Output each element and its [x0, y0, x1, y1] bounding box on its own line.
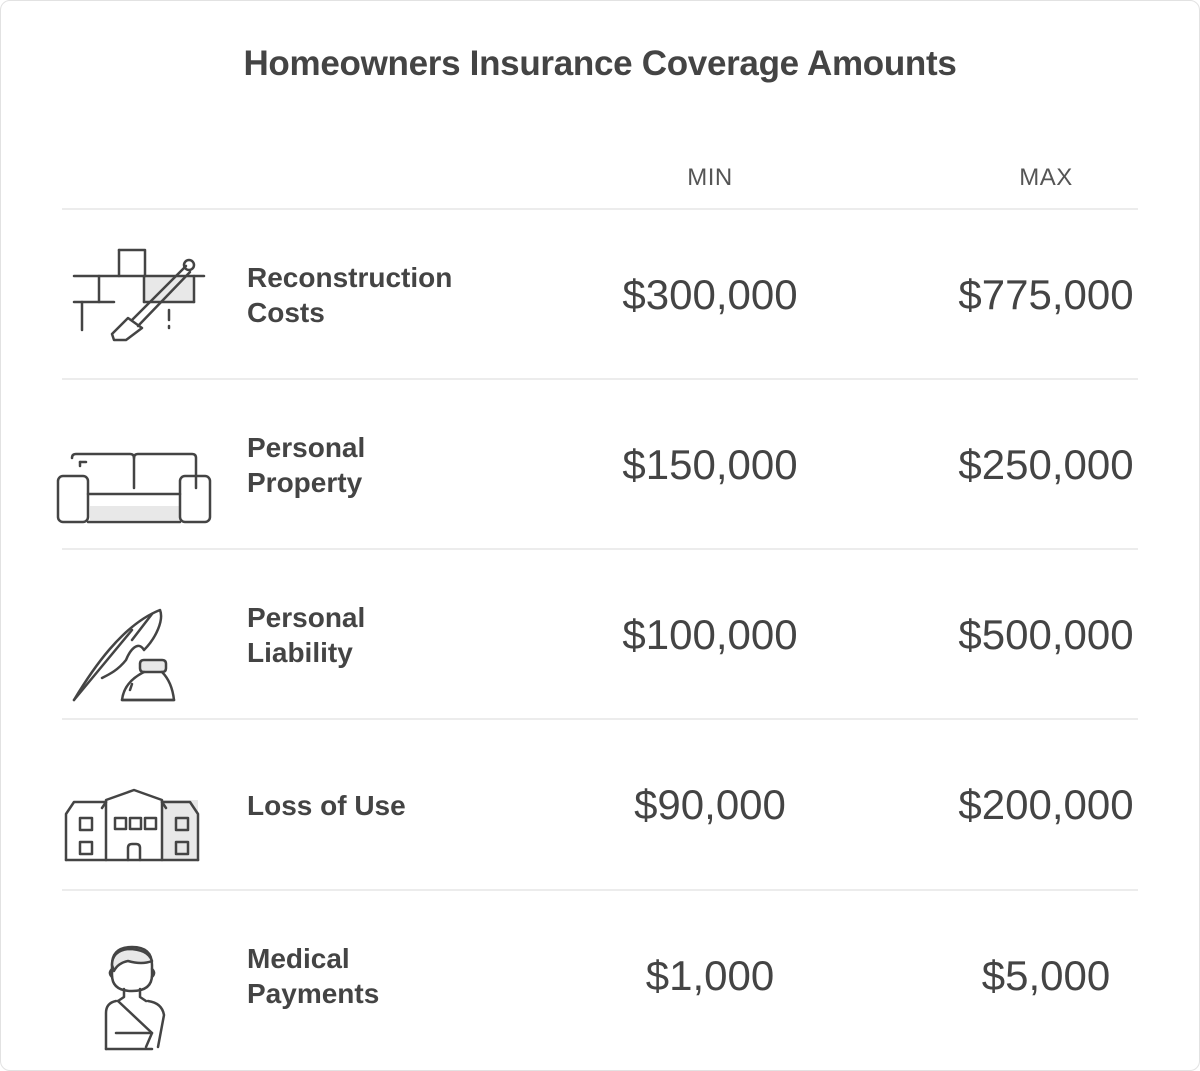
min-amount: $90,000 — [634, 781, 786, 828]
sofa-icon — [52, 410, 217, 522]
house-icon — [52, 750, 217, 862]
max-amount: $250,000 — [958, 441, 1134, 488]
table-row — [0, 720, 1200, 890]
table-row — [0, 550, 1200, 720]
max-amount: $5,000 — [981, 952, 1111, 999]
label-line-1: Personal — [247, 602, 366, 633]
label-line-1: Personal — [247, 432, 366, 463]
row-label — [247, 550, 547, 720]
injured-person-sling-icon — [52, 921, 217, 1033]
label-line-1: Medical — [247, 943, 350, 974]
label-line-2: Costs — [247, 297, 325, 328]
min-amount: $1,000 — [645, 952, 775, 999]
min-amount: $300,000 — [622, 271, 798, 318]
row-label — [247, 720, 547, 890]
max-amount: $775,000 — [958, 271, 1134, 318]
row-label — [247, 891, 547, 1061]
brick-wall-trowel-icon — [52, 240, 217, 352]
label-line-2: Payments — [247, 978, 380, 1009]
row-label — [247, 380, 547, 550]
page-title: Homeowners Insurance Coverage Amounts — [243, 44, 957, 83]
label-line-1: Loss of Use — [247, 789, 406, 821]
min-amount: $150,000 — [622, 441, 798, 488]
table-row — [0, 210, 1200, 380]
max-amount: $200,000 — [958, 781, 1134, 828]
column-header-max: MAX — [1019, 164, 1073, 191]
max-amount: $500,000 — [958, 611, 1134, 658]
row-label — [247, 210, 547, 380]
quill-inkwell-icon — [52, 580, 217, 692]
label-line-2: Liability — [247, 637, 353, 668]
table-row — [0, 380, 1200, 550]
column-header-min: MIN — [687, 164, 733, 191]
table-row — [0, 891, 1200, 1061]
label-line-1: Reconstruction — [247, 262, 453, 293]
min-amount: $100,000 — [622, 611, 798, 658]
label-line-2: Property — [247, 467, 363, 498]
